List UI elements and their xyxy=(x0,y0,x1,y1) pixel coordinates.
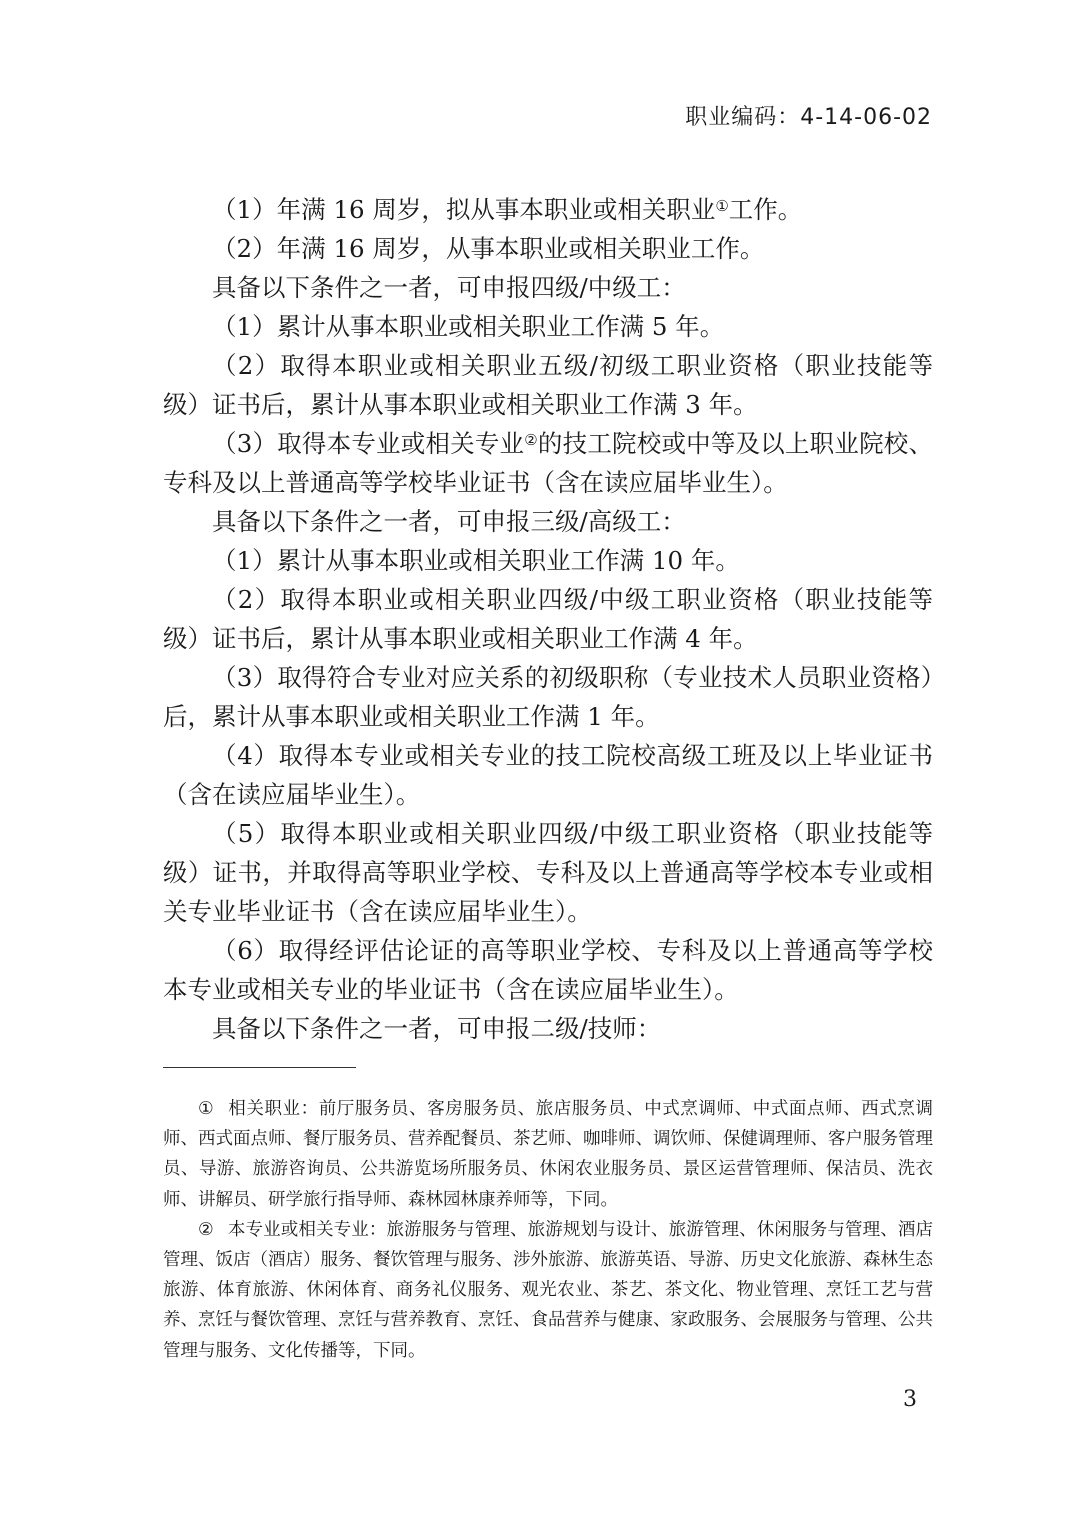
paragraph-level4-2: （2）取得本职业或相关职业五级/初级工职业资格（职业技能等级）证书后，累计从事本职业或相关职业工作满 3 年。 xyxy=(163,351,933,419)
paragraph-age-1 xyxy=(163,190,933,229)
paragraph-level3-6: （6）取得经评估论证的高等职业学校、专科及以上普通高等学校本专业或相关专业的毕业证书（含在读应届毕业生）。 xyxy=(163,936,933,1004)
footnote-text-1: 相关职业：前厅服务员、客房服务员、旅店服务员、中式烹调师、中式面点师、西式烹调师、西式面点师、餐厅服务员、营养配餐员、茶艺师、咖啡师、调饮师、保健调理师、客户服务管理员、导游、旅游咨询员、公共游览场所服务员、休闲农业服务员、景区运营管理师、保洁员、洗衣师、讲解员、研学旅行指导师、森林园林康养师等，下同。 xyxy=(163,1099,933,1210)
occupation-code-header: 职业编码：4-14-06-02 xyxy=(685,105,932,130)
footnotes xyxy=(163,1094,933,1366)
paragraph-level4-3 xyxy=(163,424,933,502)
paragraph-text: （1）年满 16 周岁，拟从事本职业或相关职业 xyxy=(212,195,716,224)
paragraph-text: 工作。 xyxy=(728,195,803,224)
paragraph-level4-heading: 具备以下条件之一者，可申报四级/中级工： xyxy=(212,273,686,302)
paragraph-level3-2: （2）取得本职业或相关职业四级/中级工职业资格（职业技能等级）证书后，累计从事本职业或相关职业工作满 4 年。 xyxy=(163,585,933,653)
paragraph-level3-1: （1）累计从事本职业或相关职业工作满 10 年。 xyxy=(212,546,740,575)
footnote-ref-2: ② xyxy=(524,431,538,449)
footnote-1 xyxy=(163,1094,933,1215)
paragraph-level3-5: （5）取得本职业或相关职业四级/中级工职业资格（职业技能等级）证书，并取得高等职业学校、专科及以上普通高等学校本专业或相关专业毕业证书（含在读应届毕业生）。 xyxy=(163,819,933,926)
paragraph-text: 的技工院校或中等及以上职业院校、专科及以上普通高等学校毕业证书（含在读应届毕业生）。 xyxy=(163,429,933,497)
paragraph-age-2: （2）年满 16 周岁，从事本职业或相关职业工作。 xyxy=(212,234,765,263)
paragraph-level2-heading: 具备以下条件之一者，可申报二级/技师： xyxy=(212,1014,662,1043)
footnote-divider xyxy=(163,1067,356,1068)
footnote-mark-2: ② xyxy=(198,1219,214,1240)
body-text xyxy=(163,190,933,1048)
paragraph-text: （3）取得本专业或相关专业 xyxy=(212,429,525,458)
paragraph-level3-3: （3）取得符合专业对应关系的初级职称（专业技术人员职业资格）后，累计从事本职业或相关职业工作满 1 年。 xyxy=(163,663,933,731)
paragraph-level3-heading: 具备以下条件之一者，可申报三级/高级工： xyxy=(212,507,686,536)
page-number: 3 xyxy=(903,1387,917,1412)
footnote-text-2: 本专业或相关专业：旅游服务与管理、旅游规划与设计、旅游管理、休闲服务与管理、酒店管理、饭店（酒店）服务、餐饮管理与服务、涉外旅游、旅游英语、导游、历史文化旅游、森林生态旅游、体育旅游、休闲体育、商务礼仪服务、观光农业、茶艺、茶文化、物业管理、烹饪工艺与营养、烹饪与餐饮管理、烹饪与营养教育、烹饪、食品营养与健康、家政服务、会展服务与管理、公共管理与服务、文化传播等，下同。 xyxy=(163,1219,933,1361)
footnote-ref-1: ① xyxy=(715,197,729,215)
paragraph-level3-4: （4）取得本专业或相关专业的技工院校高级工班及以上毕业证书（含在读应届毕业生）。 xyxy=(163,741,933,809)
footnote-mark-1: ① xyxy=(198,1099,215,1119)
paragraph-level4-1: （1）累计从事本职业或相关职业工作满 5 年。 xyxy=(212,312,725,341)
footnote-2 xyxy=(163,1215,933,1366)
